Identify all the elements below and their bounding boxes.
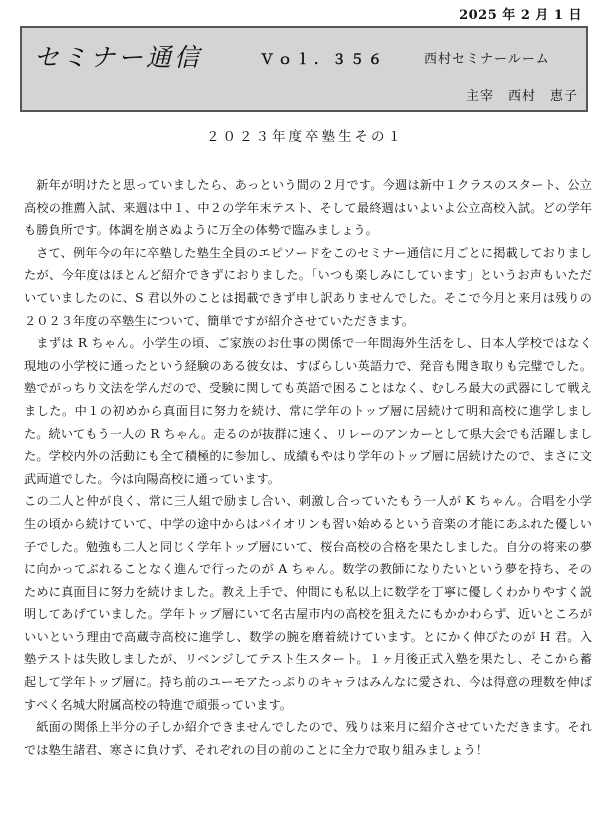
paragraph-intro: 新年が明けたと思っていましたら、あっという間の２月です。今週は新中１クラスのスタート、公立高校の推薦入試、来週は中１、中２の学年末テスト、そして最終週はいよいよ公立高校入試。どの学年も勝負所です。体調を崩さぬように万全の体勢で臨みましょう。 [24,178,592,238]
issue-date: 2025 年 2 月 1 日 [459,8,582,23]
paragraph-closing: 紙面の関係上半分の子しか紹介できませんでしたので、残りは来月に紹介させていただきます。それでは塾生諸君、寒さに負けず、それぞれの目の前のことに全力で取り組みましょう！ [24,720,592,757]
organization-name: 西村セミナールーム [424,52,550,67]
volume-number: Ｖｏｌ．３５６ [260,52,386,68]
paragraph-r-students: まずは R ちゃん。小学生の頃、ご家族のお仕事の関係で一年間海外生活をし、日本人学校ではなく現地の小学校に通ったという経験のある彼女は、すばらしい英語力で、発音も聞き取りも完璧でした。塾でがっちり文法を学んだので、受験に関しても英語で困ることはなく、むしろ最大の武器にして戦えました。中１の初めから真面目に努力を続け、常に学年のトップ層に居続けて明和高校に進学しました。続いてもう一人の R ちゃん。走るのが抜群に速く、リレーのアンカーとして県大会でも活躍しました。学校内外の活動にも全て積極的に参加し、成績もやはり学年のトップ層に居続けたので、まさに文武両道でした。今は向陽高校に通っています。 [24,336,592,486]
author-name: 主宰 西村 恵子 [466,89,579,104]
article-body [24,174,592,761]
newsletter-title: セミナー通信 [34,43,203,72]
newsletter-header [20,26,588,112]
paragraph-background: さて、例年今の年に卒塾した塾生全員のエピソードをこのセミナー通信に月ごとに掲載しておりましたが、今年度はほとんど紹介できずにおりました。「いつも楽しみにしています」というお声もいただいていましたのに、S 君以外のことは掲載できず申し訳ありませんでした。そこで今月と来月は残りの２０２３年度の卒塾生について、簡単ですが紹介させていただきます。 [24,245,592,328]
paragraph-k-a-h-students: この二人と仲が良く、常に三人組で励まし合い、刺激し合っていたもう一人が K ちゃん。合唱を小学生の頃から続けていて、中学の途中からはバイオリンも習い始めるという音楽の才能にあふれた優しい子でした。勉強も二人と同じく学年トップ層にいて、桜台高校の合格を果たしました。自分の将来の夢に向かってぶれることなく進んで行ったのが A ちゃん。数学の教師になりたいという夢を持ち、そのために真面目に努力を続けました。教え上手で、仲間にも私以上に数学を丁寧に優しくわかりやすく説明してあげていました。学年トップ層にいて名古屋市内の高校を狙えたにもかかわらず、近いところがいいという理由で高蔵寺高校に進学し、数学の腕を磨着続けています。とにかく伸びたのが H 君。入塾テストは失敗しましたが、リベンジしてテスト生スタート。１ヶ月後正式入塾を果たし、そこから蓄起して学年トップ層に。持ち前のユーモアたっぷりのキャラはみんなに愛され、今は得意の理数を伸ばすべく名城大附属高校の特進で頑張っています。 [24,494,592,712]
article-title: ２０２３年度卒塾生その１ [206,129,404,145]
